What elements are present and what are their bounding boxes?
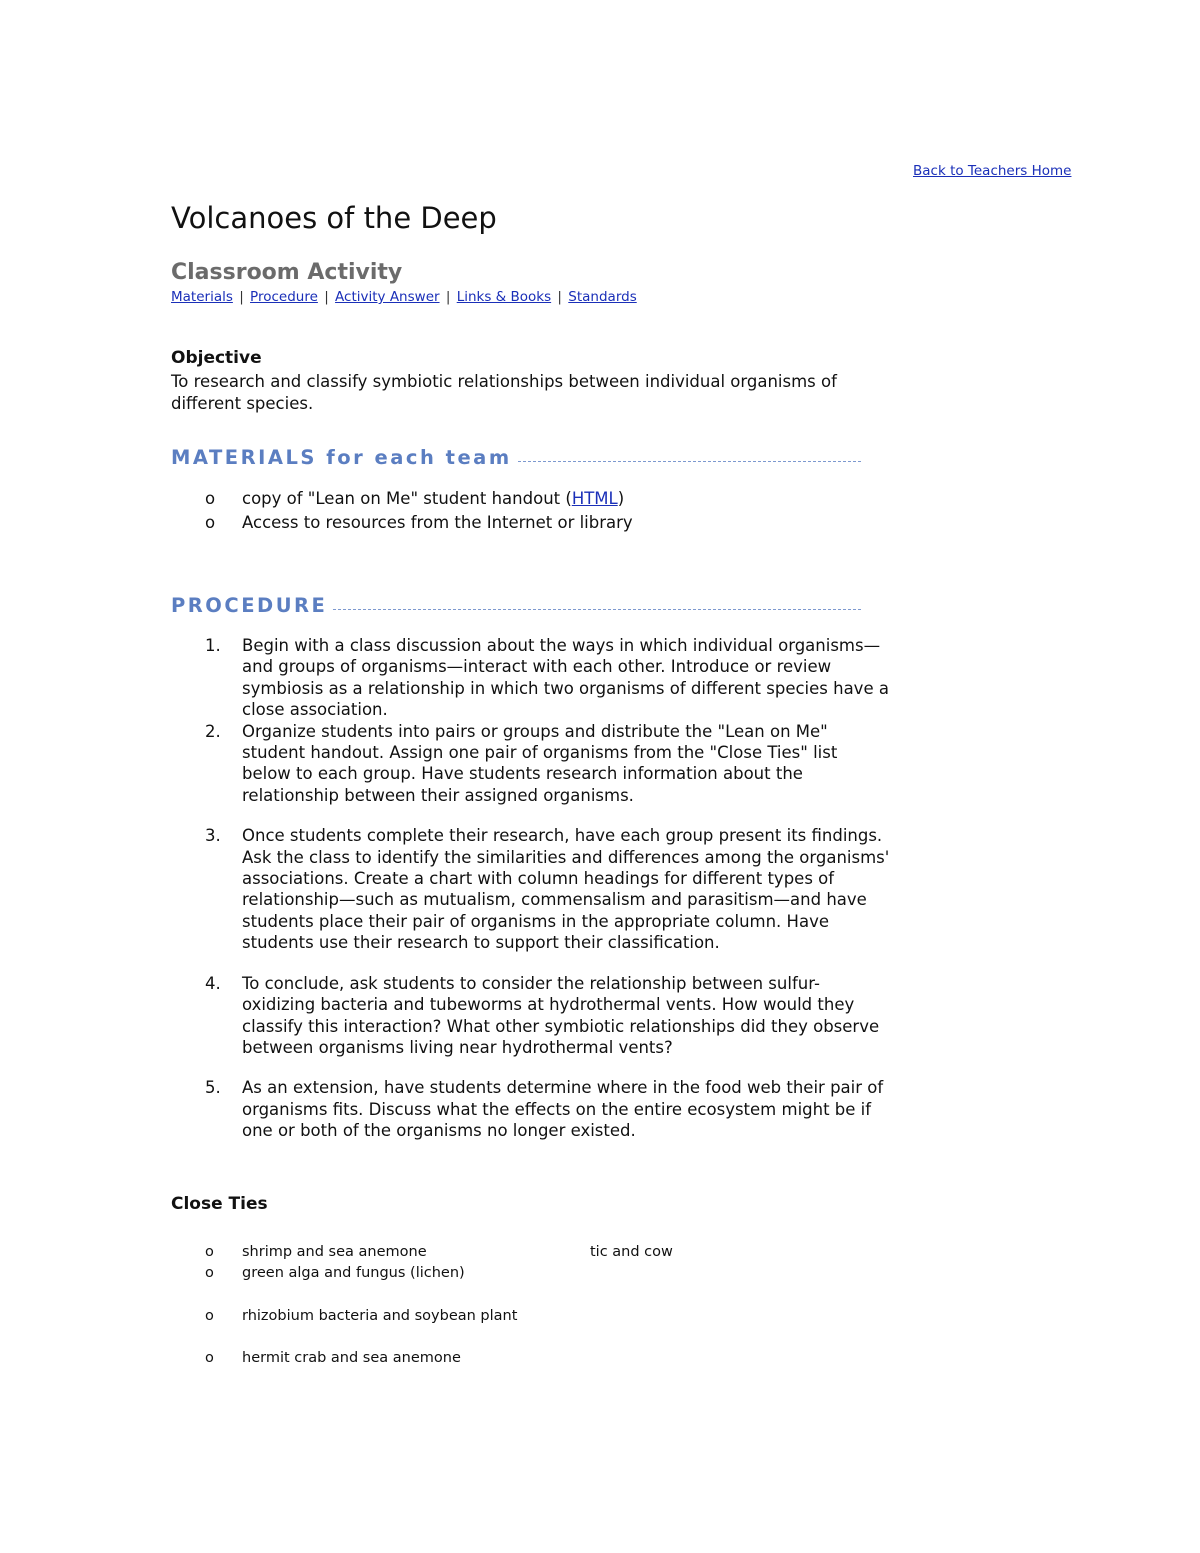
- objective-text: To research and classify symbiotic relationships between individual organisms of different species.: [171, 372, 837, 413]
- materials-list: [171, 487, 633, 535]
- nav-separator: |: [557, 289, 562, 305]
- list-item-text: green alga and fungus (lichen): [242, 1265, 465, 1281]
- procedure-heading: [171, 594, 861, 617]
- back-to-teachers-home-link[interactable]: Back to Teachers Home: [913, 163, 1072, 179]
- step-text: To conclude, ask students to consider the relationship between sulfur-oxidizing bacteria and tubeworms at hydrothermal vents. How would they classify this interaction? What other symbiotic relationships did they observe between organisms living near hydrothermal vents?: [242, 973, 880, 1057]
- step-text: Once students complete their research, have each group present its findings. Ask the class to identify the similarities and differences among the organisms' associations. Create a chart with column headings for different types of relationship—such as mutualism, commensalism and parasitism—and have students place their pair of organisms in the appropriate column. Have students use their research to support their classification.: [242, 826, 890, 953]
- nav-link-standards[interactable]: Standards: [568, 289, 637, 305]
- list-item-text: Access to resources from the Internet or library: [242, 513, 633, 532]
- bullet-icon: o: [205, 1244, 214, 1260]
- step-number: 5.: [205, 1078, 221, 1098]
- procedure-steps: [171, 635, 891, 1142]
- list-item-text: shrimp and sea anemone: [242, 1244, 427, 1260]
- bullet-icon: o: [205, 489, 216, 508]
- list-item-text: copy of "Lean on Me" student handout (: [242, 489, 572, 508]
- list-item-text: ): [617, 489, 625, 508]
- nav-separator: |: [445, 289, 451, 305]
- close-ties-heading: Close Ties: [171, 1194, 268, 1214]
- procedure-step: [171, 635, 891, 721]
- dashed-rule: [333, 609, 861, 610]
- procedure-step: [171, 825, 891, 953]
- list-item: [171, 487, 633, 511]
- step-text: Organize students into pairs or groups and distribute the "Lean on Me" student handout. Assign one pair of organisms from the "Close Ties" list below to each group. Have students research information about the relationship between their assigned organisms.: [242, 721, 838, 805]
- bullet-icon: o: [205, 1350, 214, 1366]
- list-item-text: hermit crab and sea anemone: [242, 1350, 461, 1366]
- nav-link-materials[interactable]: Materials: [171, 289, 233, 305]
- list-item: [171, 511, 633, 535]
- nav-link-links-books[interactable]: Links & Books: [456, 289, 552, 305]
- dashed-rule: [518, 461, 861, 462]
- bullet-icon: o: [205, 1308, 214, 1324]
- page-title: Volcanoes of the Deep: [171, 201, 497, 235]
- bullet-icon: o: [205, 513, 216, 532]
- list-item-text: rhizobium bacteria and soybean plant: [242, 1308, 518, 1324]
- materials-heading-label: MATERIALS for each team: [171, 446, 512, 469]
- step-number: 2.: [205, 721, 221, 741]
- nav-separator: |: [239, 289, 244, 305]
- procedure-heading-label: PROCEDURE: [171, 594, 328, 617]
- step-number: 3.: [205, 826, 221, 846]
- materials-heading: [171, 446, 861, 469]
- procedure-step: [171, 721, 891, 807]
- close-ties-extra-item: tic and cow: [590, 1244, 673, 1260]
- nav-link-activity-answer[interactable]: Activity Answer: [335, 289, 440, 305]
- step-text: Begin with a class discussion about the ways in which individual organisms—and groups of organisms—interact with each other. Introduce or review symbiosis as a relationship in which two organisms of different species have a close association.: [242, 636, 889, 720]
- step-number: 1.: [205, 636, 221, 655]
- nav-link-procedure[interactable]: Procedure: [250, 289, 318, 305]
- page-subtitle: Classroom Activity: [171, 260, 403, 285]
- bullet-icon: o: [205, 1265, 214, 1281]
- objective-heading: Objective: [171, 348, 262, 368]
- step-text: As an extension, have students determine where in the food web their pair of organisms fits. Discuss what the effects on the entire ecosystem might be if one or both of the organisms no longer existed.: [242, 1078, 884, 1141]
- nav-separator: |: [324, 289, 329, 305]
- procedure-step: [171, 1077, 891, 1141]
- handout-html-link[interactable]: HTML: [571, 489, 618, 508]
- step-number: 4.: [205, 973, 221, 993]
- procedure-step: [171, 973, 891, 1059]
- section-nav: [171, 289, 637, 305]
